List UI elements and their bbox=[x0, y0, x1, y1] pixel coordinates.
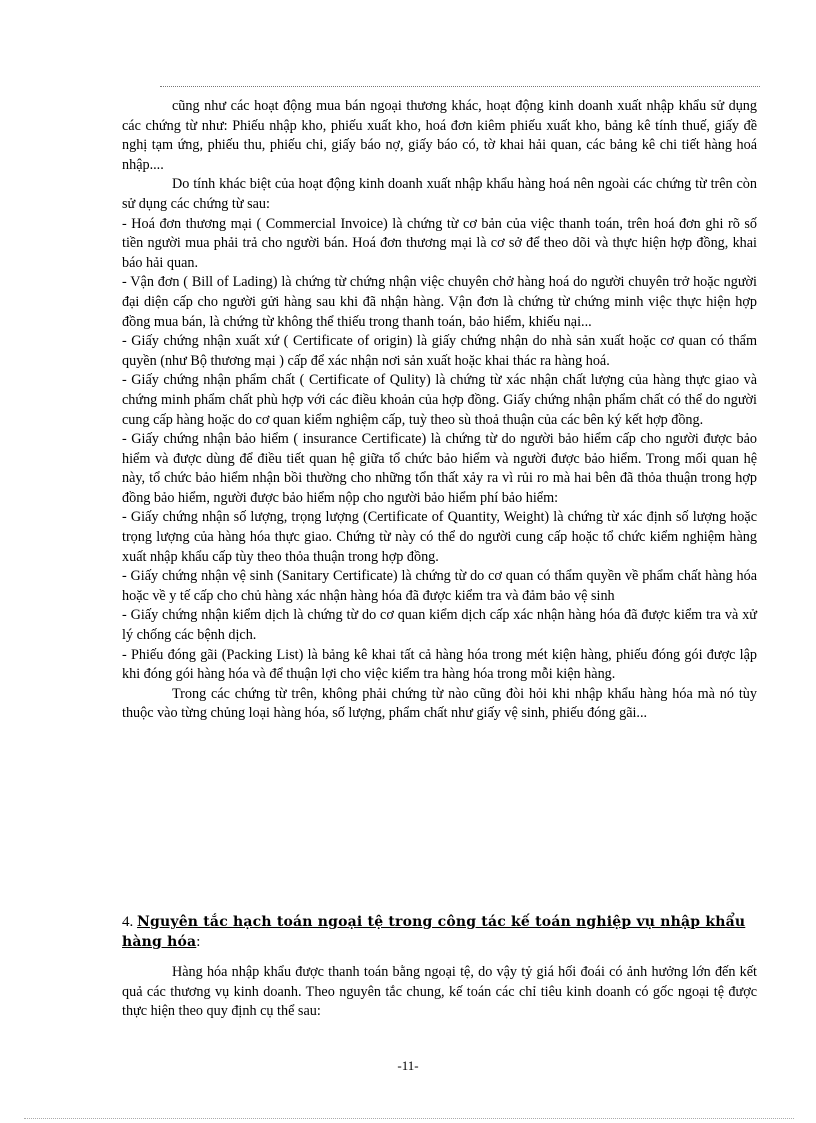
paragraph: Trong các chứng từ trên, không phải chứng từ nào cũng đòi hỏi khi nhập khẩu hàng hóa mà nó tùy thuộc vào từng chủng loại hàng hóa, số lượng, phẩm chất như giấy vệ sinh, phiếu đóng gãi... bbox=[122, 685, 757, 722]
list-item: - Giấy chứng nhận bảo hiểm ( insurance Certificate) là chứng từ do người bảo hiểm cấp cho người được bảo hiểm và được dùng để điều tiết quan hệ giữa tổ chức bảo hiểm và người được bảo hiểm. Trong mối quan hệ này, tổ chức bảo hiểm nhận bồi thường cho những tổn thất xảy ra vì rủi ro mà hai bên đã thỏa thuận trong hợp đồng bảo hiểm, người được bảo hiểm nộp cho người bảo hiểm phí bảo hiểm: bbox=[122, 431, 757, 506]
section-suffix: : bbox=[196, 934, 201, 950]
list-item: - Giấy chứng nhận vệ sinh (Sanitary Certificate) là chứng từ do cơ quan có thẩm quyền về phẩm chất hàng hóa hoặc về y tế cấp cho chủ hàng xác nhận hàng hóa đã được kiểm tra và đảm bảo vệ sinh bbox=[122, 568, 757, 604]
list-item: - Vận đơn ( Bill of Lading) là chứng từ chứng nhận việc chuyên chở hàng hoá do người chuyên trở hoặc người đại diện cấp cho người gửi hàng sau khi đã nhận hàng. Vận đơn là chứng từ chứng minh việc thực hiện hợp đồng mua bán, là chứng từ không thể thiếu trong thanh toán, bảo hiểm, khiếu nại... bbox=[122, 274, 757, 330]
list-item: - Giấy chứng nhận số lượng, trọng lượng (Certificate of Quantity, Weight) là chứng từ xác định số lượng hoặc trọng lượng của hàng hóa thực giao. Chứng từ này có thể do người cung cấp hoặc tổ chức kiểm nghiệm hàng xuất nhập khẩu cấp tùy theo thỏa thuận trong hợp đồng. bbox=[122, 509, 757, 565]
document-body bbox=[122, 97, 757, 724]
footer-divider bbox=[24, 1118, 794, 1119]
page-number: -11- bbox=[397, 1058, 419, 1073]
list-item: - Giấy chứng nhận phẩm chất ( Certificate of Qulity) là chứng từ xác nhận chất lượng của hàng thực giao và chứng minh phẩm chất phù hợp với các điều khoản của hợp đồng. Giấy chứng nhận phẩm chất có thể do người cung cấp hàng hoặc do cơ quan kiểm nghiệm cấp, tuỳ theo sù thoả thuận của các bên ký kết hợp đồng. bbox=[122, 372, 757, 428]
paragraph: Do tính khác biệt của hoạt động kinh doanh xuất nhập khẩu hàng hoá nên ngoài các chứng từ trên còn sử dụng các chứng từ sau: bbox=[122, 176, 757, 212]
list-item: - Hoá đơn thương mại ( Commercial Invoice) là chứng từ cơ bản của việc thanh toán, trên hoá đơn ghi rõ số tiền người mua phải trả cho người bán. Hoá đơn thương mại là cơ sở để theo dõi và thực hiện hợp đồng, khai báo hải quan. bbox=[122, 215, 757, 271]
section-body bbox=[122, 963, 757, 1022]
list-item: - Phiếu đóng gãi (Packing List) là bảng kê khai tất cả hàng hóa trong mét kiện hàng, phiếu đóng gói được lập khi đóng gói hàng hóa và để thuận lợi cho việc kiểm tra hàng hóa trong mỗi kiện hàng. bbox=[122, 646, 757, 683]
list-item: - Giấy chứng nhận xuất xứ ( Certificate of origin) là giấy chứng nhận do nhà sản xuất hoặc cơ quan có thẩm quyền (như Bộ thương mại ) cấp để xác nhận nơi sản xuất hoặc khai thác ra hàng hoá. bbox=[122, 333, 757, 369]
section-title: Nguyên tắc hạch toán ngoại tệ trong công tác kế toán nghiệp vụ nhập khẩu hàng hóa bbox=[122, 914, 746, 950]
list-item: - Giấy chứng nhận kiểm dịch là chứng từ do cơ quan kiểm dịch cấp xác nhận hàng hóa đã được kiểm tra và xử lý chống các bệnh dịch. bbox=[122, 607, 757, 644]
paragraph: cũng như các hoạt động mua bán ngoại thương khác, hoạt động kinh doanh xuất nhập khẩu sử dụng các chứng từ như: Phiếu nhập kho, phiếu xuất kho, hoá đơn kiêm phiếu xuất kho, bảng kê tính thuế, giấy đề nghị tạm ứng, phiếu thu, phiếu chi, giấy báo nợ, giấy báo có, tờ khai hải quan, các bảng kê chi tiết hàng hoá nhập.... bbox=[122, 98, 757, 173]
header-divider bbox=[160, 86, 760, 87]
section-heading bbox=[122, 912, 762, 952]
section-number: 4. bbox=[122, 914, 137, 930]
paragraph: Hàng hóa nhập khẩu được thanh toán bằng ngoại tệ, do vậy tỷ giá hối đoái có ảnh hưởng lớn đến kết quả các thương vụ kinh doanh. Theo nguyên tắc chung, kế toán các chỉ tiêu kinh doanh có gốc ngoại tệ được thực hiện theo quy định cụ thể sau: bbox=[122, 964, 757, 1020]
